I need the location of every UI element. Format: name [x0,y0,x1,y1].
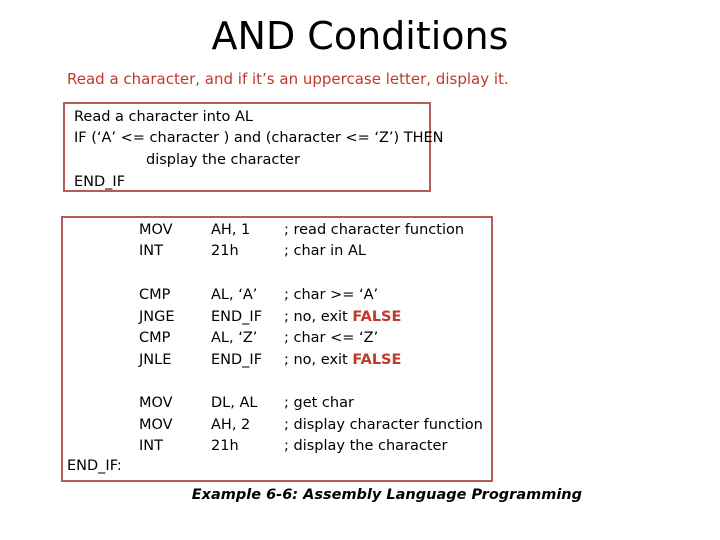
operand: AL, ‘Z’ [211,330,258,346]
comment-text: ; no, exit [284,309,353,325]
comment [284,307,401,329]
caption: Example 6-6: Assembly Language Programming [191,487,582,503]
operand: END_IF [211,309,263,325]
comment: ; get char [284,395,354,411]
comment: ; display character function [284,417,483,433]
opcode: JNGE [139,309,175,325]
opcode: MOV [139,395,173,411]
comment: ; read character function [284,222,465,238]
pseudocode-line: IF (‘A’ <= character ) and (character <= ‘Z’) THEN [74,130,444,146]
operand: 21h [211,243,239,259]
subtitle: Read a character, and if it’s an uppercase letter, display it. [67,70,509,88]
operand: DL, AL [211,395,258,411]
comment: ; char <= ‘Z’ [284,330,379,346]
operand: AH, 2 [211,417,251,433]
opcode: JNLE [139,352,172,368]
false-keyword: FALSE [352,352,402,368]
comment: ; display the character [284,438,448,454]
pseudocode-line: Read a character into AL [74,109,253,125]
comment-text: ; no, exit [284,352,353,368]
operand: END_IF [211,352,263,368]
opcode: INT [139,438,163,454]
opcode: CMP [139,287,171,303]
operand: 21h [211,438,239,454]
comment [284,350,401,372]
opcode: CMP [139,330,171,346]
opcode: INT [139,243,163,259]
pseudocode-line: display the character [146,152,300,168]
operand: AL, ‘A’ [211,287,258,303]
operand: AH, 1 [211,222,251,238]
comment: ; char in AL [284,243,366,259]
comment: ; char >= ‘A’ [284,287,379,303]
page-title: AND Conditions [211,14,509,58]
false-keyword: FALSE [352,309,402,325]
opcode: MOV [139,222,173,238]
pseudocode-line: END_IF [74,174,126,190]
end-if-label: END_IF: [67,458,122,474]
opcode: MOV [139,417,173,433]
